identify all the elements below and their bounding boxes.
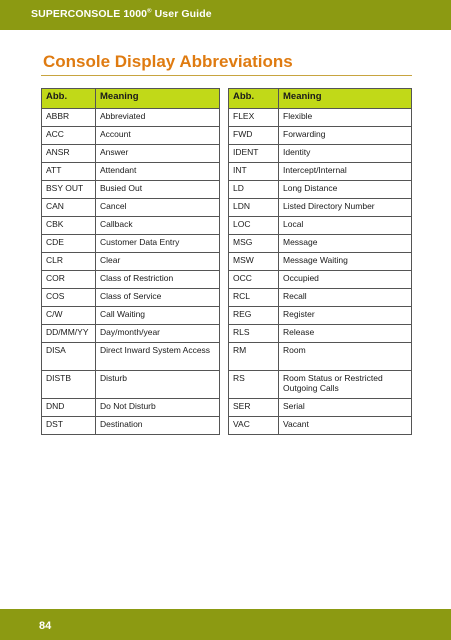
footer-band <box>0 609 451 640</box>
table-row <box>229 271 412 289</box>
abbreviation-cell: LD <box>229 181 279 199</box>
table-row <box>42 371 220 399</box>
abbreviation-cell: MSG <box>229 235 279 253</box>
table-row <box>42 109 220 127</box>
meaning-cell: Clear <box>96 253 220 271</box>
table-row <box>42 307 220 325</box>
abbreviation-cell: CLR <box>42 253 96 271</box>
table-row <box>229 325 412 343</box>
meaning-cell: Forwarding <box>279 127 412 145</box>
abbreviation-cell: ANSR <box>42 145 96 163</box>
abbreviation-cell: LOC <box>229 217 279 235</box>
meaning-cell: Account <box>96 127 220 145</box>
page-title: Console Display Abbreviations <box>43 52 293 71</box>
table-row <box>42 271 220 289</box>
meaning-cell: Disturb <box>96 371 220 399</box>
abbreviation-cell: REG <box>229 307 279 325</box>
meaning-cell: Local <box>279 217 412 235</box>
table-row <box>42 199 220 217</box>
meaning-cell: Class of Service <box>96 289 220 307</box>
table-row <box>229 307 412 325</box>
column-header-abb: Abb. <box>42 89 96 109</box>
table-row <box>229 109 412 127</box>
meaning-cell: Attendant <box>96 163 220 181</box>
meaning-cell: Vacant <box>279 417 412 435</box>
table-row <box>229 217 412 235</box>
table-row <box>229 289 412 307</box>
meaning-cell: Release <box>279 325 412 343</box>
table-row <box>42 325 220 343</box>
abbreviation-cell: DISA <box>42 343 96 371</box>
meaning-cell: Direct Inward System Access <box>96 343 220 371</box>
meaning-cell: Register <box>279 307 412 325</box>
abbreviation-cell: SER <box>229 399 279 417</box>
abbreviation-cell: IDENT <box>229 145 279 163</box>
column-header-abb: Abb. <box>229 89 279 109</box>
table-row <box>229 145 412 163</box>
abbreviation-cell: RS <box>229 371 279 399</box>
meaning-cell: Cancel <box>96 199 220 217</box>
table-row <box>42 399 220 417</box>
abbreviation-cell: DISTB <box>42 371 96 399</box>
meaning-cell: Long Distance <box>279 181 412 199</box>
meaning-cell: Callback <box>96 217 220 235</box>
abbreviation-cell: CBK <box>42 217 96 235</box>
abbreviation-cell: DD/MM/YY <box>42 325 96 343</box>
abbreviation-cell: LDN <box>229 199 279 217</box>
table-header-row <box>42 89 220 109</box>
header-title-rest: User Guide <box>151 8 212 20</box>
abbreviation-cell: CDE <box>42 235 96 253</box>
table-row <box>42 217 220 235</box>
abbreviation-cell: RCL <box>229 289 279 307</box>
table-row <box>229 417 412 435</box>
meaning-cell: Room Status or Restricted Outgoing Calls <box>279 371 412 399</box>
table-row <box>229 399 412 417</box>
abbreviation-cell: CAN <box>42 199 96 217</box>
table-row <box>42 417 220 435</box>
table-row <box>42 343 220 371</box>
abbreviation-cell: OCC <box>229 271 279 289</box>
abbreviation-cell: DND <box>42 399 96 417</box>
abbreviation-cell: COS <box>42 289 96 307</box>
table-header-row <box>229 89 412 109</box>
meaning-cell: Destination <box>96 417 220 435</box>
title-divider <box>41 75 412 76</box>
meaning-cell: Occupied <box>279 271 412 289</box>
table-row <box>229 253 412 271</box>
table-row <box>229 371 412 399</box>
meaning-cell: Day/month/year <box>96 325 220 343</box>
abbreviation-cell: ACC <box>42 127 96 145</box>
meaning-cell: Intercept/Internal <box>279 163 412 181</box>
meaning-cell: Serial <box>279 399 412 417</box>
meaning-cell: Message Waiting <box>279 253 412 271</box>
meaning-cell: Busied Out <box>96 181 220 199</box>
meaning-cell: Identity <box>279 145 412 163</box>
meaning-cell: Room <box>279 343 412 371</box>
table-row <box>42 127 220 145</box>
meaning-cell: Message <box>279 235 412 253</box>
table-row <box>42 163 220 181</box>
abbreviation-cell: ATT <box>42 163 96 181</box>
table-row <box>42 181 220 199</box>
abbreviation-cell: BSY OUT <box>42 181 96 199</box>
abbreviations-table-left <box>41 88 220 435</box>
abbreviation-cell: FWD <box>229 127 279 145</box>
table-row <box>42 289 220 307</box>
meaning-cell: Listed Directory Number <box>279 199 412 217</box>
meaning-cell: Answer <box>96 145 220 163</box>
abbreviation-cell: FLEX <box>229 109 279 127</box>
header-title-main: SUPERCONSOLE 1000 <box>31 8 148 20</box>
meaning-cell: Class of Restriction <box>96 271 220 289</box>
table-row <box>229 181 412 199</box>
meaning-cell: Flexible <box>279 109 412 127</box>
column-header-meaning: Meaning <box>96 89 220 109</box>
column-header-meaning: Meaning <box>279 89 412 109</box>
abbreviation-cell: COR <box>42 271 96 289</box>
page-number: 84 <box>39 620 52 632</box>
abbreviation-cell: INT <box>229 163 279 181</box>
abbreviations-table-right <box>228 88 412 435</box>
meaning-cell: Recall <box>279 289 412 307</box>
table-row <box>42 235 220 253</box>
meaning-cell: Do Not Disturb <box>96 399 220 417</box>
registered-mark: ® <box>147 8 152 15</box>
table-row <box>42 145 220 163</box>
abbreviation-cell: RM <box>229 343 279 371</box>
meaning-cell: Abbreviated <box>96 109 220 127</box>
abbreviation-cell: VAC <box>229 417 279 435</box>
abbreviation-cell: ABBR <box>42 109 96 127</box>
document-header-title <box>31 8 212 20</box>
table-row <box>229 199 412 217</box>
abbreviation-cell: C/W <box>42 307 96 325</box>
meaning-cell: Call Waiting <box>96 307 220 325</box>
abbreviation-cell: DST <box>42 417 96 435</box>
table-row <box>229 127 412 145</box>
table-row <box>229 163 412 181</box>
table-row <box>42 253 220 271</box>
meaning-cell: Customer Data Entry <box>96 235 220 253</box>
table-row <box>229 235 412 253</box>
abbreviation-cell: MSW <box>229 253 279 271</box>
abbreviation-cell: RLS <box>229 325 279 343</box>
table-row <box>229 343 412 371</box>
